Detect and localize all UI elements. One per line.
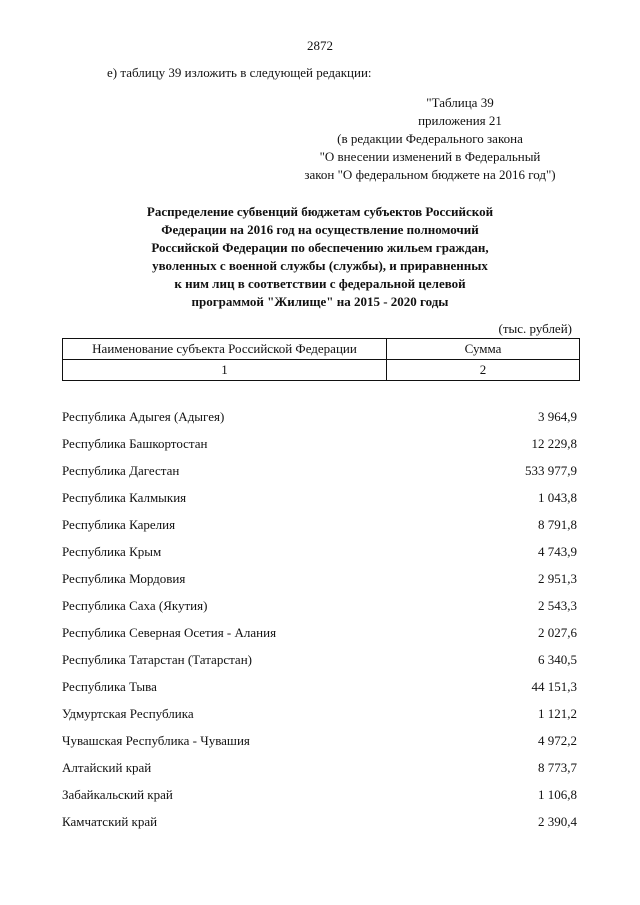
column-number-1: 1 xyxy=(63,360,387,381)
region-amount: 2 543,3 xyxy=(538,598,577,613)
heading-line: к ним лиц в соответствии с федеральной целевой xyxy=(174,276,466,291)
region-amount: 8 773,7 xyxy=(538,760,577,775)
region-amount: 8 791,8 xyxy=(538,517,577,532)
region-amount: 2 390,4 xyxy=(538,814,577,829)
instruction-text: е) таблицу 39 изложить в следующей редакции: xyxy=(107,65,372,80)
region-amount: 533 977,9 xyxy=(525,463,577,478)
table-row xyxy=(62,517,577,537)
region-amount: 2 027,6 xyxy=(538,625,577,640)
table-row xyxy=(62,733,577,753)
region-name: Республика Крым xyxy=(62,544,162,559)
caption-line: (в редакции Федерального закона xyxy=(337,131,523,146)
table-row xyxy=(62,679,577,699)
caption-line: "Таблица 39 xyxy=(426,95,494,110)
region-name: Удмуртская Республика xyxy=(62,706,194,721)
table-header xyxy=(62,338,580,381)
table-row xyxy=(62,490,577,510)
region-amount: 4 972,2 xyxy=(538,733,577,748)
region-name: Республика Тыва xyxy=(62,679,157,694)
document-heading xyxy=(100,203,540,311)
table-row xyxy=(62,598,577,618)
region-name: Республика Башкортостан xyxy=(62,436,208,451)
table-row xyxy=(62,760,577,780)
region-amount: 1 121,2 xyxy=(538,706,577,721)
table-row xyxy=(62,463,577,483)
column-header-sum: Сумма xyxy=(387,339,580,360)
table-row xyxy=(62,436,577,456)
column-header-name: Наименование субъекта Российской Федерации xyxy=(63,339,387,360)
heading-line: Российской Федерации по обеспечению жильем граждан, xyxy=(151,240,489,255)
region-amount: 2 951,3 xyxy=(538,571,577,586)
region-name: Республика Калмыкия xyxy=(62,490,187,505)
region-amount: 4 743,9 xyxy=(538,544,577,559)
region-amount: 6 340,5 xyxy=(538,652,577,667)
heading-line: Распределение субвенций бюджетам субъектов Российской xyxy=(146,204,494,219)
column-number-2: 2 xyxy=(387,360,580,381)
region-name: Республика Карелия xyxy=(62,517,176,532)
region-name: Камчатский край xyxy=(62,814,158,829)
heading-line: Федерации на 2016 год на осуществление полномочий xyxy=(161,222,479,237)
region-name: Республика Адыгея (Адыгея) xyxy=(62,409,225,424)
table-row xyxy=(62,544,577,564)
region-name: Алтайский край xyxy=(62,760,152,775)
region-amount: 44 151,3 xyxy=(531,679,577,694)
caption-line: приложения 21 xyxy=(418,113,502,128)
caption-line: "О внесении изменений в Федеральный xyxy=(319,149,541,164)
heading-line: программой "Жилище" на 2015 - 2020 годы xyxy=(191,294,449,309)
region-name: Чувашская Республика - Чувашия xyxy=(62,733,250,748)
table-caption xyxy=(250,94,640,130)
table-caption-reference xyxy=(210,130,640,184)
region-name: Республика Дагестан xyxy=(62,463,180,478)
region-amount: 12 229,8 xyxy=(531,436,577,451)
table-row xyxy=(62,625,577,645)
region-name: Республика Татарстан (Татарстан) xyxy=(62,652,252,667)
heading-line: уволенных с военной службы (службы), и приравненных xyxy=(152,258,488,273)
page-number: 2872 xyxy=(307,38,333,53)
region-name: Республика Саха (Якутия) xyxy=(62,598,208,613)
region-amount: 1 043,8 xyxy=(538,490,577,505)
units-label: (тыс. рублей) xyxy=(498,321,572,336)
region-name: Республика Северная Осетия - Алания xyxy=(62,625,277,640)
table-row xyxy=(62,814,577,834)
region-amount: 3 964,9 xyxy=(538,409,577,424)
table-row xyxy=(62,787,577,807)
table-row xyxy=(62,652,577,672)
region-name: Забайкальский край xyxy=(62,787,173,802)
table-row xyxy=(62,409,577,429)
table-row xyxy=(62,571,577,591)
region-amount: 1 106,8 xyxy=(538,787,577,802)
table-row xyxy=(62,706,577,726)
caption-line: закон "О федеральном бюджете на 2016 год") xyxy=(304,167,556,182)
region-name: Республика Мордовия xyxy=(62,571,186,586)
